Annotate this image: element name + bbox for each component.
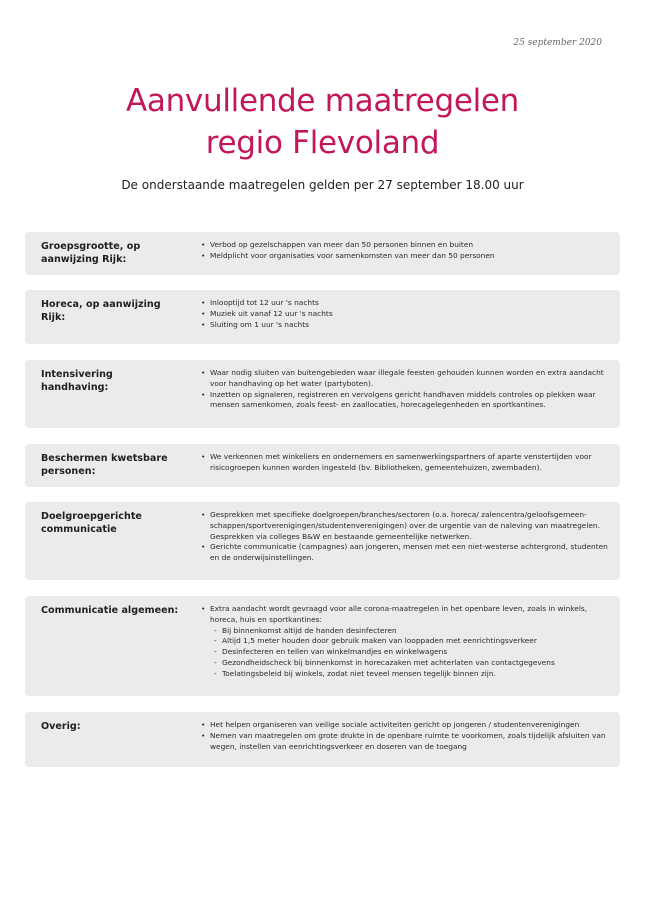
list-item: • Muziek uit vanaf 12 uur 's nachts (201, 309, 611, 320)
list-item: • Meldplicht voor organisaties voor samenkomsten van meer dan 50 personen (201, 251, 611, 262)
list-item: • Gerichte communicatie (campagnes) aan jongeren, mensen met een niet-westerse achtergrond, studenten en de onderwijsinstellingen. (201, 542, 611, 564)
list-item: • Waar nodig sluiten van buitengebieden waar illegale feesten gehouden kunnen worden en extra aandacht voor handhaving op het water (partyboten). (201, 368, 611, 390)
section-intensivering-handhaving (25, 360, 620, 428)
section-items (201, 452, 611, 474)
sub-list-item: - Gezondheidscheck bij binnenkomst in horecazaken met achterlaten van contactgegevens (201, 658, 611, 669)
title-line-1: Aanvullende maatregelen (125, 83, 520, 119)
section-items (201, 604, 611, 680)
page-title (0, 80, 645, 164)
sub-list-item: - Bij binnenkomst altijd de handen desinfecteren (201, 626, 611, 637)
section-items (201, 240, 611, 262)
section-doelgroepgerichte-communicatie (25, 502, 620, 580)
list-item: • Extra aandacht wordt gevraagd voor alle corona-maatregelen in het openbare leven, zoals in winkels, horeca, huis en sportkantines: (201, 604, 611, 626)
section-label: Communicatie algemeen: (41, 605, 179, 616)
sub-list-item: - Altijd 1,5 meter houden door gebruik maken van looppaden met eenrichtingsverkeer (201, 636, 611, 647)
list-item: • Inlooptijd tot 12 uur 's nachts (201, 298, 611, 309)
section-communicatie-algemeen (25, 596, 620, 696)
section-groepsgrootte (25, 232, 620, 275)
section-label: Doelgroepgerichte communicatie (41, 511, 142, 535)
list-item: • We verkennen met winkeliers en ondernemers en samenwerkingspartners of aparte venstertijden voor risicogroepen kunnen worden ingesteld (bv. Bibliotheken, gemeentehuizen, zwembaden). (201, 452, 611, 474)
document-date: 25 september 2020 (513, 38, 602, 48)
sub-list-item: - Toelatingsbeleid bij winkels, zodat niet teveel mensen tegelijk binnen zijn. (201, 669, 611, 680)
section-label: Horeca, op aanwijzing Rijk: (41, 299, 161, 323)
section-label: Overig: (41, 721, 81, 732)
section-label: Beschermen kwetsbare personen: (41, 453, 168, 477)
section-items (201, 298, 611, 330)
list-item: Gesprekken via colleges B&W en bestaande gemeentelijke netwerken. (210, 531, 472, 541)
section-beschermen-kwetsbare-personen (25, 444, 620, 487)
sub-list-item: - Desinfecteren en tellen van winkelmandjes en winkelwagens (201, 647, 611, 658)
list-item: • Verbod op gezelschappen van meer dan 50 personen binnen en buiten (201, 240, 611, 251)
section-horeca (25, 290, 620, 344)
list-item: • Sluiting om 1 uur 's nachts (201, 320, 611, 331)
list-item: • Inzetten op signaleren, registreren en vervolgens gericht handhaven middels controles op plekken waar mensen samenkomen, zoals feest- en zaallocaties, horecagelegenheden en sportkantines. (201, 390, 611, 412)
section-label: Groepsgrootte, op aanwijzing Rijk: (41, 241, 141, 265)
list-item: • Het helpen organiseren van veilige sociale activiteiten gericht op jongeren / studentenverenigingen (201, 720, 611, 731)
section-items (201, 510, 611, 564)
section-overig (25, 712, 620, 767)
title-line-2: regio Flevoland (205, 125, 440, 161)
section-items (201, 368, 611, 411)
list-item: • Gesprekken met specifieke doelgroepen/branches/sectoren (o.a. horeca/ zalencentra/geloofsgemeen-schappen/sportverenigingen/studentenverenigingen) over de urgentie van de naleving van maatregelen. (201, 510, 611, 532)
section-items (201, 720, 611, 752)
page-subtitle: De onderstaande maatregelen gelden per 27 september 18.00 uur (121, 178, 524, 192)
section-label: Intensivering handhaving: (41, 369, 113, 393)
list-item: • Nemen van maatregelen om grote drukte in de openbare ruimte te voorkomen, zoals tijdelijk afsluiten van wegen, instellen van eenrichtingsverkeer en doseren van de toegang (201, 731, 611, 753)
